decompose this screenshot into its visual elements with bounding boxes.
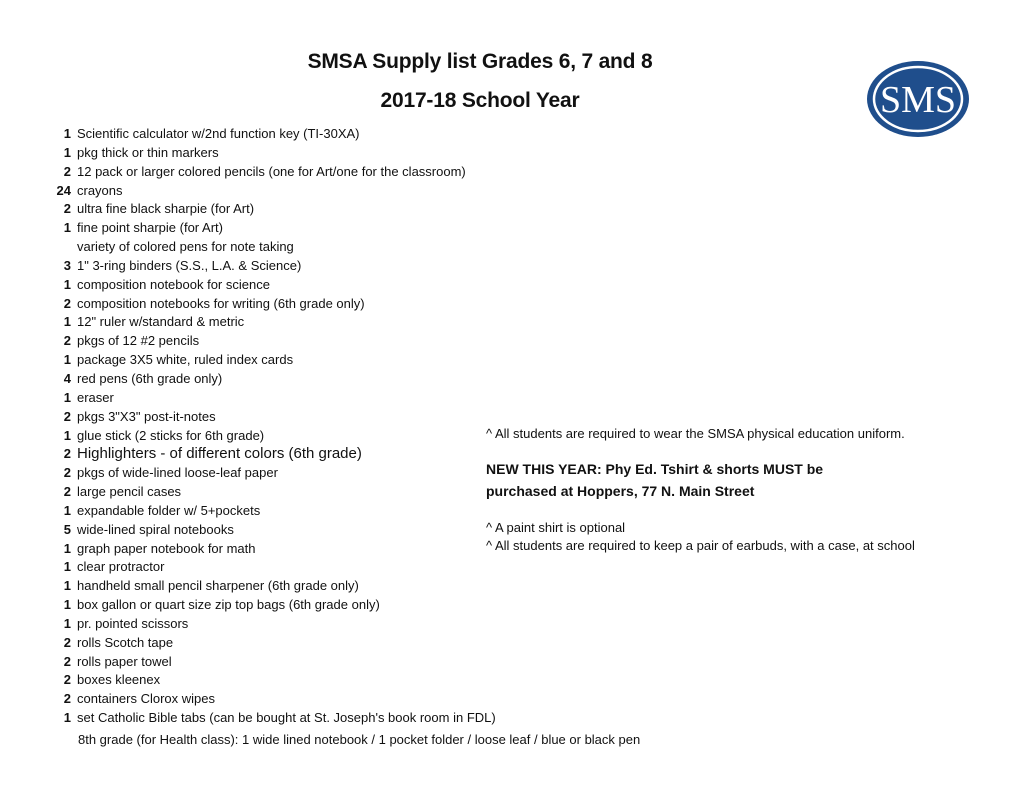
list-item (36, 445, 496, 464)
list-item (36, 408, 496, 427)
list-item (36, 483, 496, 502)
item-quantity: 5 (63, 521, 71, 537)
item-description: expandable folder w/ 5+pockets (77, 502, 261, 518)
logo-text: SMS (879, 79, 957, 121)
page-title: SMSA Supply list Grades 6, 7 and 8 (307, 50, 653, 73)
item-quantity: 24 (56, 182, 71, 198)
item-quantity: 2 (63, 201, 71, 217)
item-quantity: 2 (63, 634, 71, 650)
item-description: fine point sharpie (for Art) (77, 220, 223, 236)
item-description: composition notebook for science (77, 276, 270, 292)
item-description: Highlighters - of different colors (6th grade) (77, 445, 362, 463)
item-quantity: 2 (63, 446, 71, 462)
list-item (36, 540, 496, 559)
item-quantity: 1 (63, 502, 71, 518)
list-item (36, 690, 496, 709)
list-item (36, 653, 496, 672)
list-item (36, 389, 496, 408)
list-item (36, 295, 496, 314)
item-quantity: 2 (63, 691, 71, 707)
item-quantity: 3 (63, 257, 71, 273)
item-description: pkgs of 12 #2 pencils (77, 333, 200, 349)
item-description: crayons (77, 182, 123, 198)
earbuds-note: ^ All students are required to keep a pair of earbuds, with a case, at school (486, 538, 915, 553)
list-item (36, 464, 496, 483)
list-item (36, 427, 496, 446)
item-quantity: 2 (63, 653, 71, 669)
item-quantity: 1 (63, 144, 71, 160)
item-quantity: 2 (63, 465, 71, 481)
item-description: wide-lined spiral notebooks (77, 521, 234, 537)
item-description: 1" 3-ring binders (S.S., L.A. & Science) (77, 257, 302, 273)
list-item (36, 238, 496, 257)
list-item (36, 709, 496, 728)
item-description: pkgs of wide-lined loose-leaf paper (77, 465, 278, 481)
item-description: graph paper notebook for math (77, 540, 256, 556)
list-item (36, 615, 496, 634)
item-quantity: 1 (63, 314, 71, 330)
uniform-note: ^ All students are required to wear the SMSA physical education uniform. (486, 426, 905, 441)
item-description: 12" ruler w/standard & metric (77, 314, 245, 330)
item-description: handheld small pencil sharpener (6th grade only) (77, 578, 359, 594)
list-item (36, 596, 496, 615)
item-description: pr. pointed scissors (77, 615, 189, 631)
item-description: red pens (6th grade only) (77, 370, 223, 386)
list-item (36, 634, 496, 653)
item-quantity: 1 (63, 352, 71, 368)
item-description: glue stick (2 sticks for 6th grade) (77, 427, 265, 443)
item-quantity: 4 (63, 370, 71, 386)
item-quantity: 1 (63, 540, 71, 556)
item-description: variety of colored pens for note taking (77, 239, 294, 255)
item-quantity: 2 (63, 295, 71, 311)
item-quantity: 2 (63, 163, 71, 179)
item-description: containers Clorox wipes (77, 691, 216, 707)
item-description: eraser (77, 389, 114, 405)
item-quantity: 2 (63, 484, 71, 500)
item-description: rolls paper towel (77, 653, 172, 669)
item-description: 12 pack or larger colored pencils (one for Art/one for the classroom) (77, 163, 466, 179)
item-description: large pencil cases (77, 484, 182, 500)
item-description: set Catholic Bible tabs (can be bought at St. Joseph's book room in FDL) (77, 710, 496, 726)
school-logo (866, 60, 970, 138)
item-description: Scientific calculator w/2nd function key (TI-30XA) (77, 126, 360, 141)
item-description: boxes kleenex (77, 672, 161, 688)
list-item (36, 577, 496, 596)
new-this-year-note-line2: purchased at Hoppers, 77 N. Main Street (486, 483, 755, 499)
list-item (36, 125, 496, 144)
item-description: pkg thick or thin markers (77, 144, 219, 160)
item-quantity: 1 (63, 578, 71, 594)
item-description: composition notebooks for writing (6th grade only) (77, 295, 365, 311)
new-this-year-note-line1: NEW THIS YEAR: Phy Ed. Tshirt & shorts MUST be (486, 461, 824, 477)
item-description: ultra fine black sharpie (for Art) (77, 201, 255, 217)
list-item (36, 370, 496, 389)
item-description: box gallon or quart size zip top bags (6th grade only) (77, 597, 380, 613)
item-description: package 3X5 white, ruled index cards (77, 352, 294, 368)
item-quantity: 1 (63, 220, 71, 236)
list-item (36, 558, 496, 577)
list-item (36, 257, 496, 276)
health-class-note: 8th grade (for Health class): 1 wide lined notebook / 1 pocket folder / loose leaf / blue or black pen (78, 732, 641, 747)
item-quantity: 2 (63, 408, 71, 424)
list-item (36, 182, 496, 201)
item-quantity: 2 (63, 672, 71, 688)
list-item (36, 313, 496, 332)
paint-shirt-note: ^ A paint shirt is optional (486, 520, 626, 535)
list-item (36, 200, 496, 219)
item-quantity: 1 (63, 126, 71, 141)
page-subtitle: 2017-18 School Year (380, 89, 580, 112)
list-item (36, 521, 496, 540)
item-quantity: 2 (63, 333, 71, 349)
list-item (36, 163, 496, 182)
item-description: rolls Scotch tape (77, 634, 174, 650)
list-item (36, 332, 496, 351)
list-item (36, 671, 496, 690)
supply-list (36, 125, 496, 728)
item-quantity: 1 (63, 427, 71, 443)
item-description: pkgs 3"X3" post-it-notes (77, 408, 216, 424)
item-quantity: 1 (63, 615, 71, 631)
list-item (36, 144, 496, 163)
item-quantity: 1 (63, 559, 71, 575)
list-item (36, 276, 496, 295)
list-item (36, 351, 496, 370)
list-item (36, 219, 496, 238)
sms-seal-icon (866, 60, 970, 138)
list-item (36, 502, 496, 521)
item-description: clear protractor (77, 559, 165, 575)
item-quantity: 1 (63, 710, 71, 726)
item-quantity: 1 (63, 276, 71, 292)
item-quantity: 1 (63, 597, 71, 613)
item-quantity: 1 (63, 389, 71, 405)
